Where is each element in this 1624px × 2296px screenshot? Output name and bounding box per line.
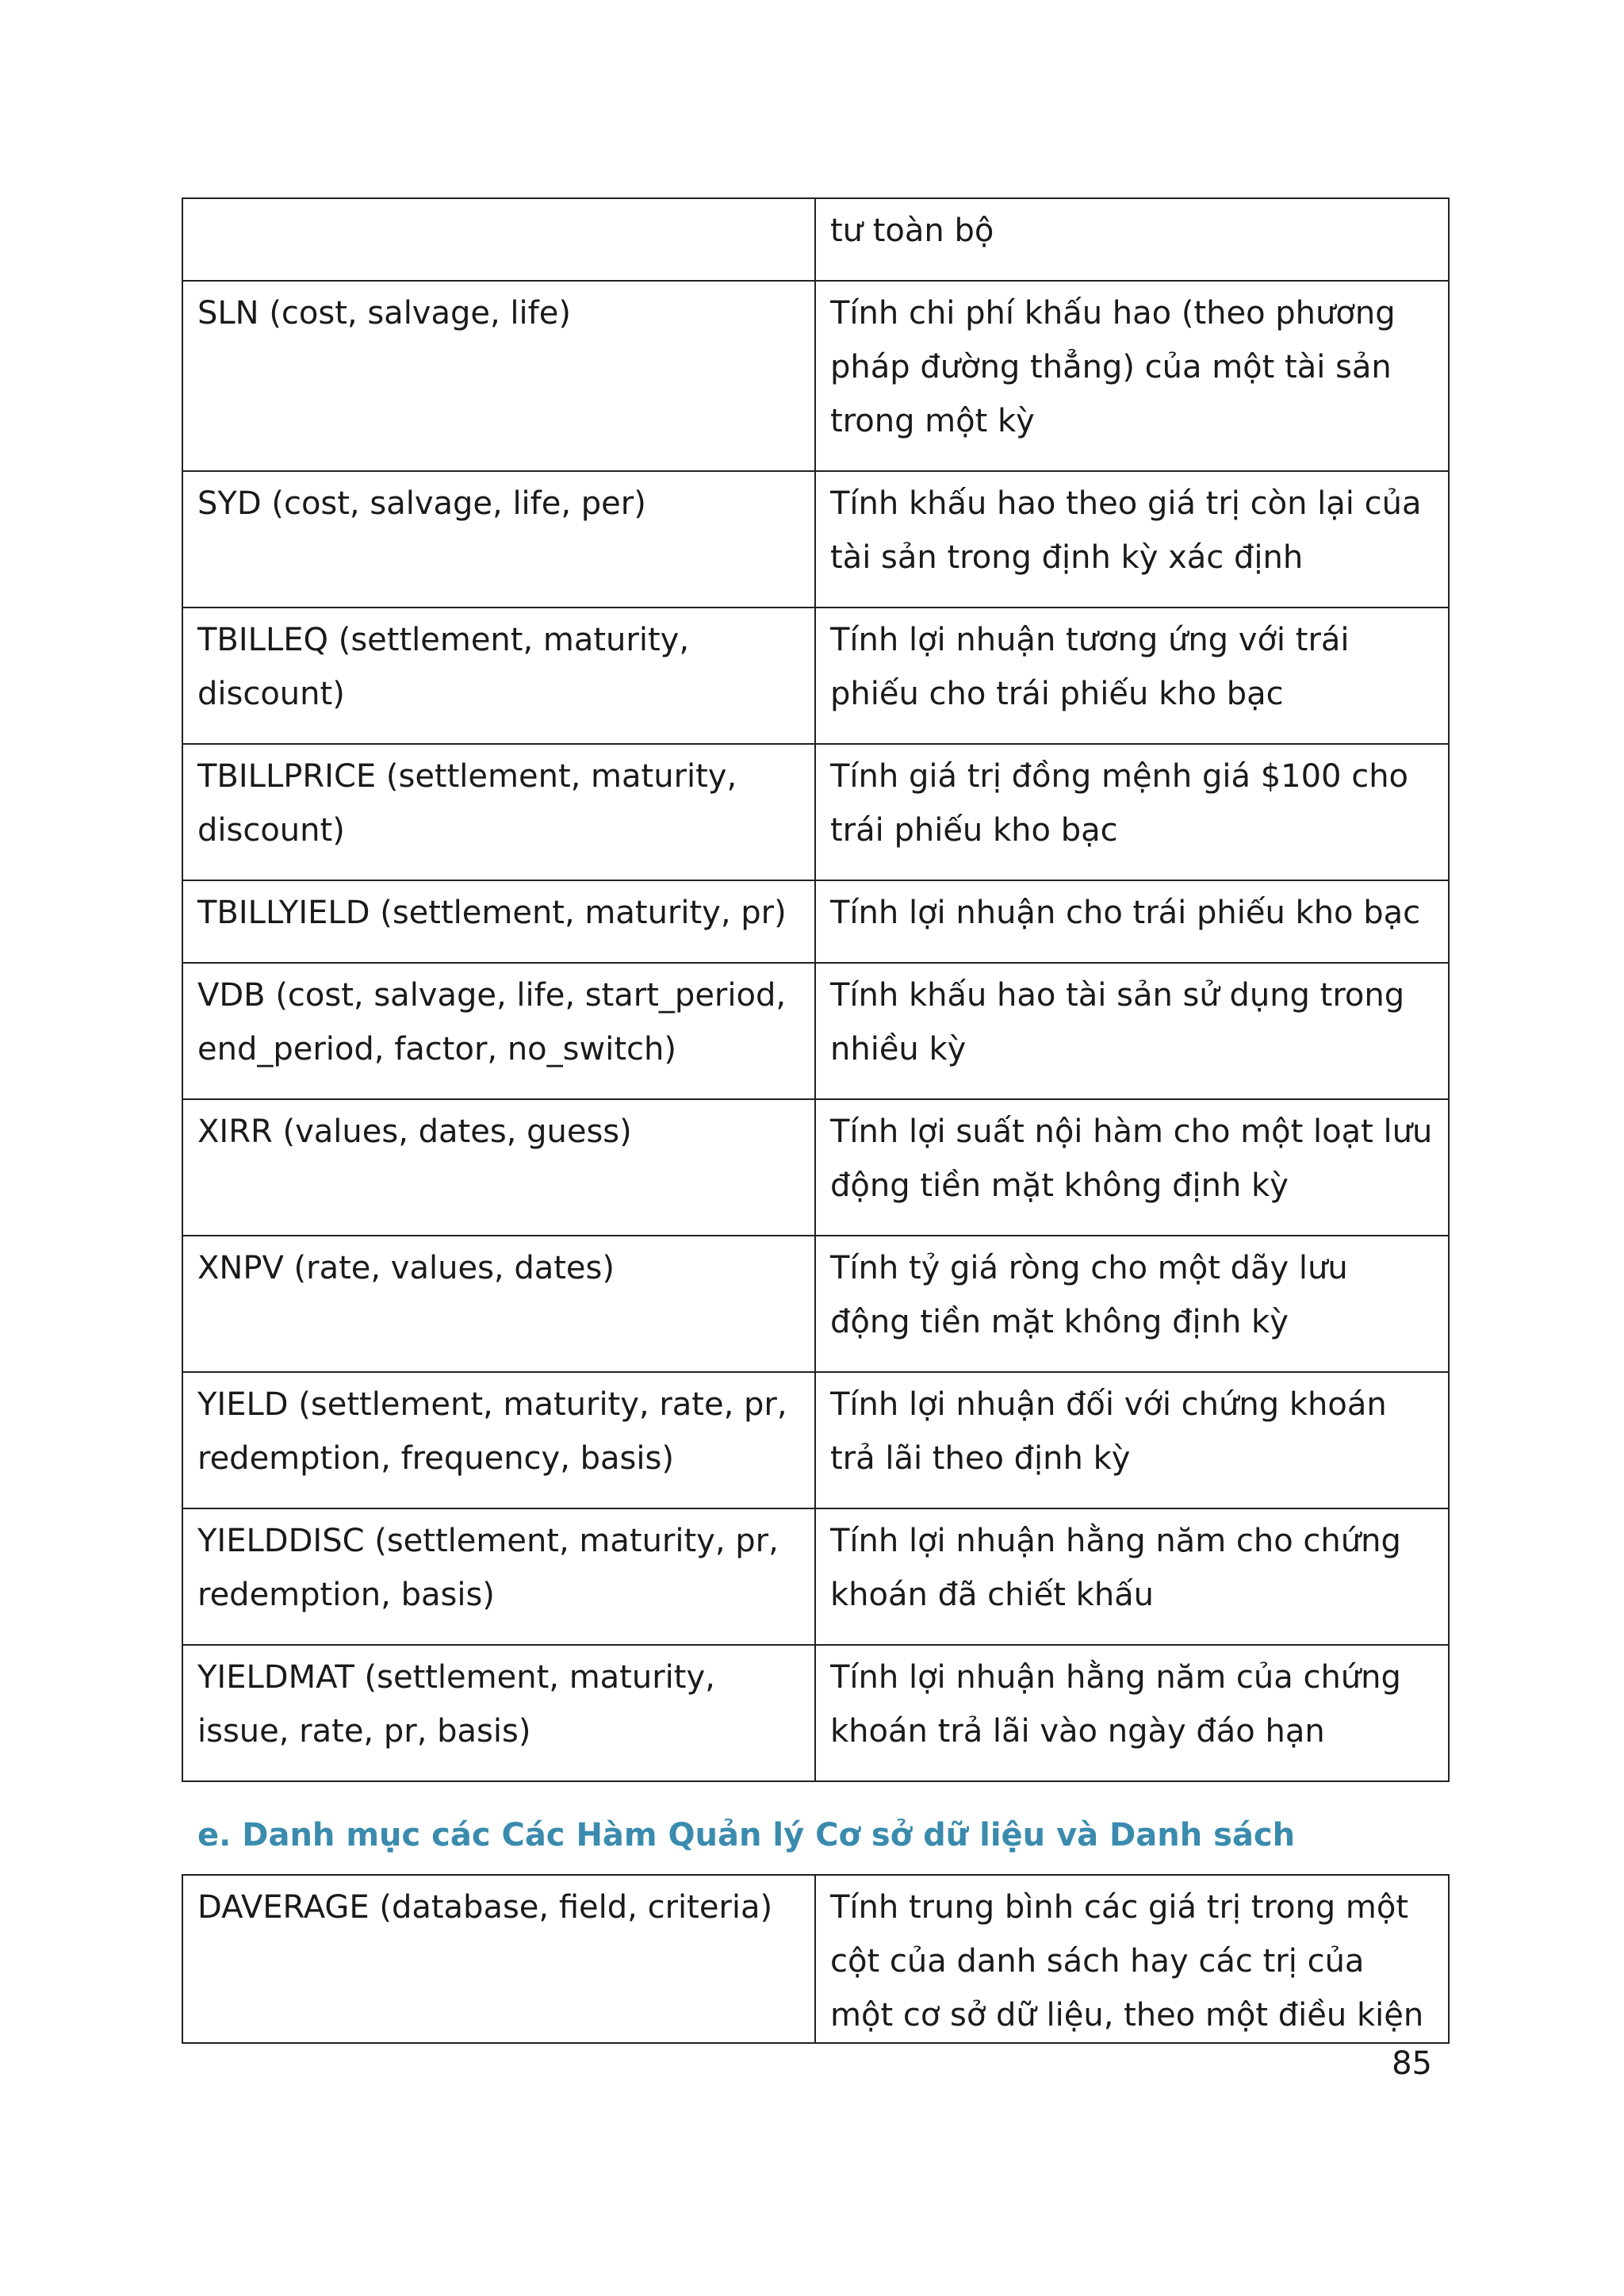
table-row (182, 963, 1449, 1099)
function-description-cell: Tính lợi nhuận hằng năm cho chứng khoán đã chiết khấu (815, 1508, 1449, 1645)
table-row (182, 1645, 1449, 1781)
function-signature-cell: YIELDMAT (settlement, maturity, issue, rate, pr, basis) (182, 1645, 815, 1781)
table-row (182, 1875, 1449, 2043)
financial-functions-table (182, 197, 1450, 1782)
function-signature-cell (182, 198, 815, 281)
function-signature-cell: TBILLYIELD (settlement, maturity, pr) (182, 880, 815, 963)
table-row (182, 281, 1449, 471)
section-heading: e. Danh mục các Các Hàm Quản lý Cơ sở dữ liệu và Danh sách (197, 1817, 1296, 1853)
table-row (182, 1372, 1449, 1508)
page-number: 85 (1392, 2045, 1432, 2082)
table-row (182, 1236, 1449, 1372)
function-description-cell: tư toàn bộ (815, 198, 1449, 281)
function-signature-cell: SYD (cost, salvage, life, per) (182, 471, 815, 608)
function-signature-cell: XIRR (values, dates, guess) (182, 1099, 815, 1236)
database-functions-table (182, 1874, 1450, 2044)
table-row (182, 198, 1449, 281)
function-signature-cell: XNPV (rate, values, dates) (182, 1236, 815, 1372)
function-description-cell: Tính lợi nhuận cho trái phiếu kho bạc (815, 880, 1449, 963)
function-description-cell: Tính lợi nhuận tương ứng với trái phiếu cho trái phiếu kho bạc (815, 608, 1449, 744)
function-description-cell: Tính chi phí khấu hao (theo phương pháp đường thẳng) của một tài sản trong một kỳ (815, 281, 1449, 471)
function-description-cell: Tính lợi nhuận đối với chứng khoán trả lãi theo định kỳ (815, 1372, 1449, 1508)
function-description-cell: Tính tỷ giá ròng cho một dãy lưu động tiền mặt không định kỳ (815, 1236, 1449, 1372)
function-signature-cell: YIELD (settlement, maturity, rate, pr, redemption, frequency, basis) (182, 1372, 815, 1508)
table-row (182, 1508, 1449, 1645)
function-description-cell: Tính lợi suất nội hàm cho một loạt lưu động tiền mặt không định kỳ (815, 1099, 1449, 1236)
table-row (182, 744, 1449, 880)
function-description-cell: Tính khấu hao theo giá trị còn lại của tài sản trong định kỳ xác định (815, 471, 1449, 608)
function-description-cell: Tính giá trị đồng mệnh giá $100 cho trái phiếu kho bạc (815, 744, 1449, 880)
function-signature-cell: YIELDDISC (settlement, maturity, pr, redemption, basis) (182, 1508, 815, 1645)
function-description-cell: Tính khấu hao tài sản sử dụng trong nhiều kỳ (815, 963, 1449, 1099)
table-row (182, 471, 1449, 608)
function-signature-cell: VDB (cost, salvage, life, start_period, end_period, factor, no_switch) (182, 963, 815, 1099)
function-signature-cell: TBILLPRICE (settlement, maturity, discount) (182, 744, 815, 880)
function-description-cell: Tính trung bình các giá trị trong một cột của danh sách hay các trị của một cơ sở dữ liệu, theo một điều kiện (815, 1875, 1449, 2043)
function-signature-cell: SLN (cost, salvage, life) (182, 281, 815, 471)
function-signature-cell: TBILLEQ (settlement, maturity, discount) (182, 608, 815, 744)
function-signature-cell: DAVERAGE (database, field, criteria) (182, 1875, 815, 2043)
table-row (182, 1099, 1449, 1236)
table-row (182, 880, 1449, 963)
function-description-cell: Tính lợi nhuận hằng năm của chứng khoán trả lãi vào ngày đáo hạn (815, 1645, 1449, 1781)
table-row (182, 608, 1449, 744)
